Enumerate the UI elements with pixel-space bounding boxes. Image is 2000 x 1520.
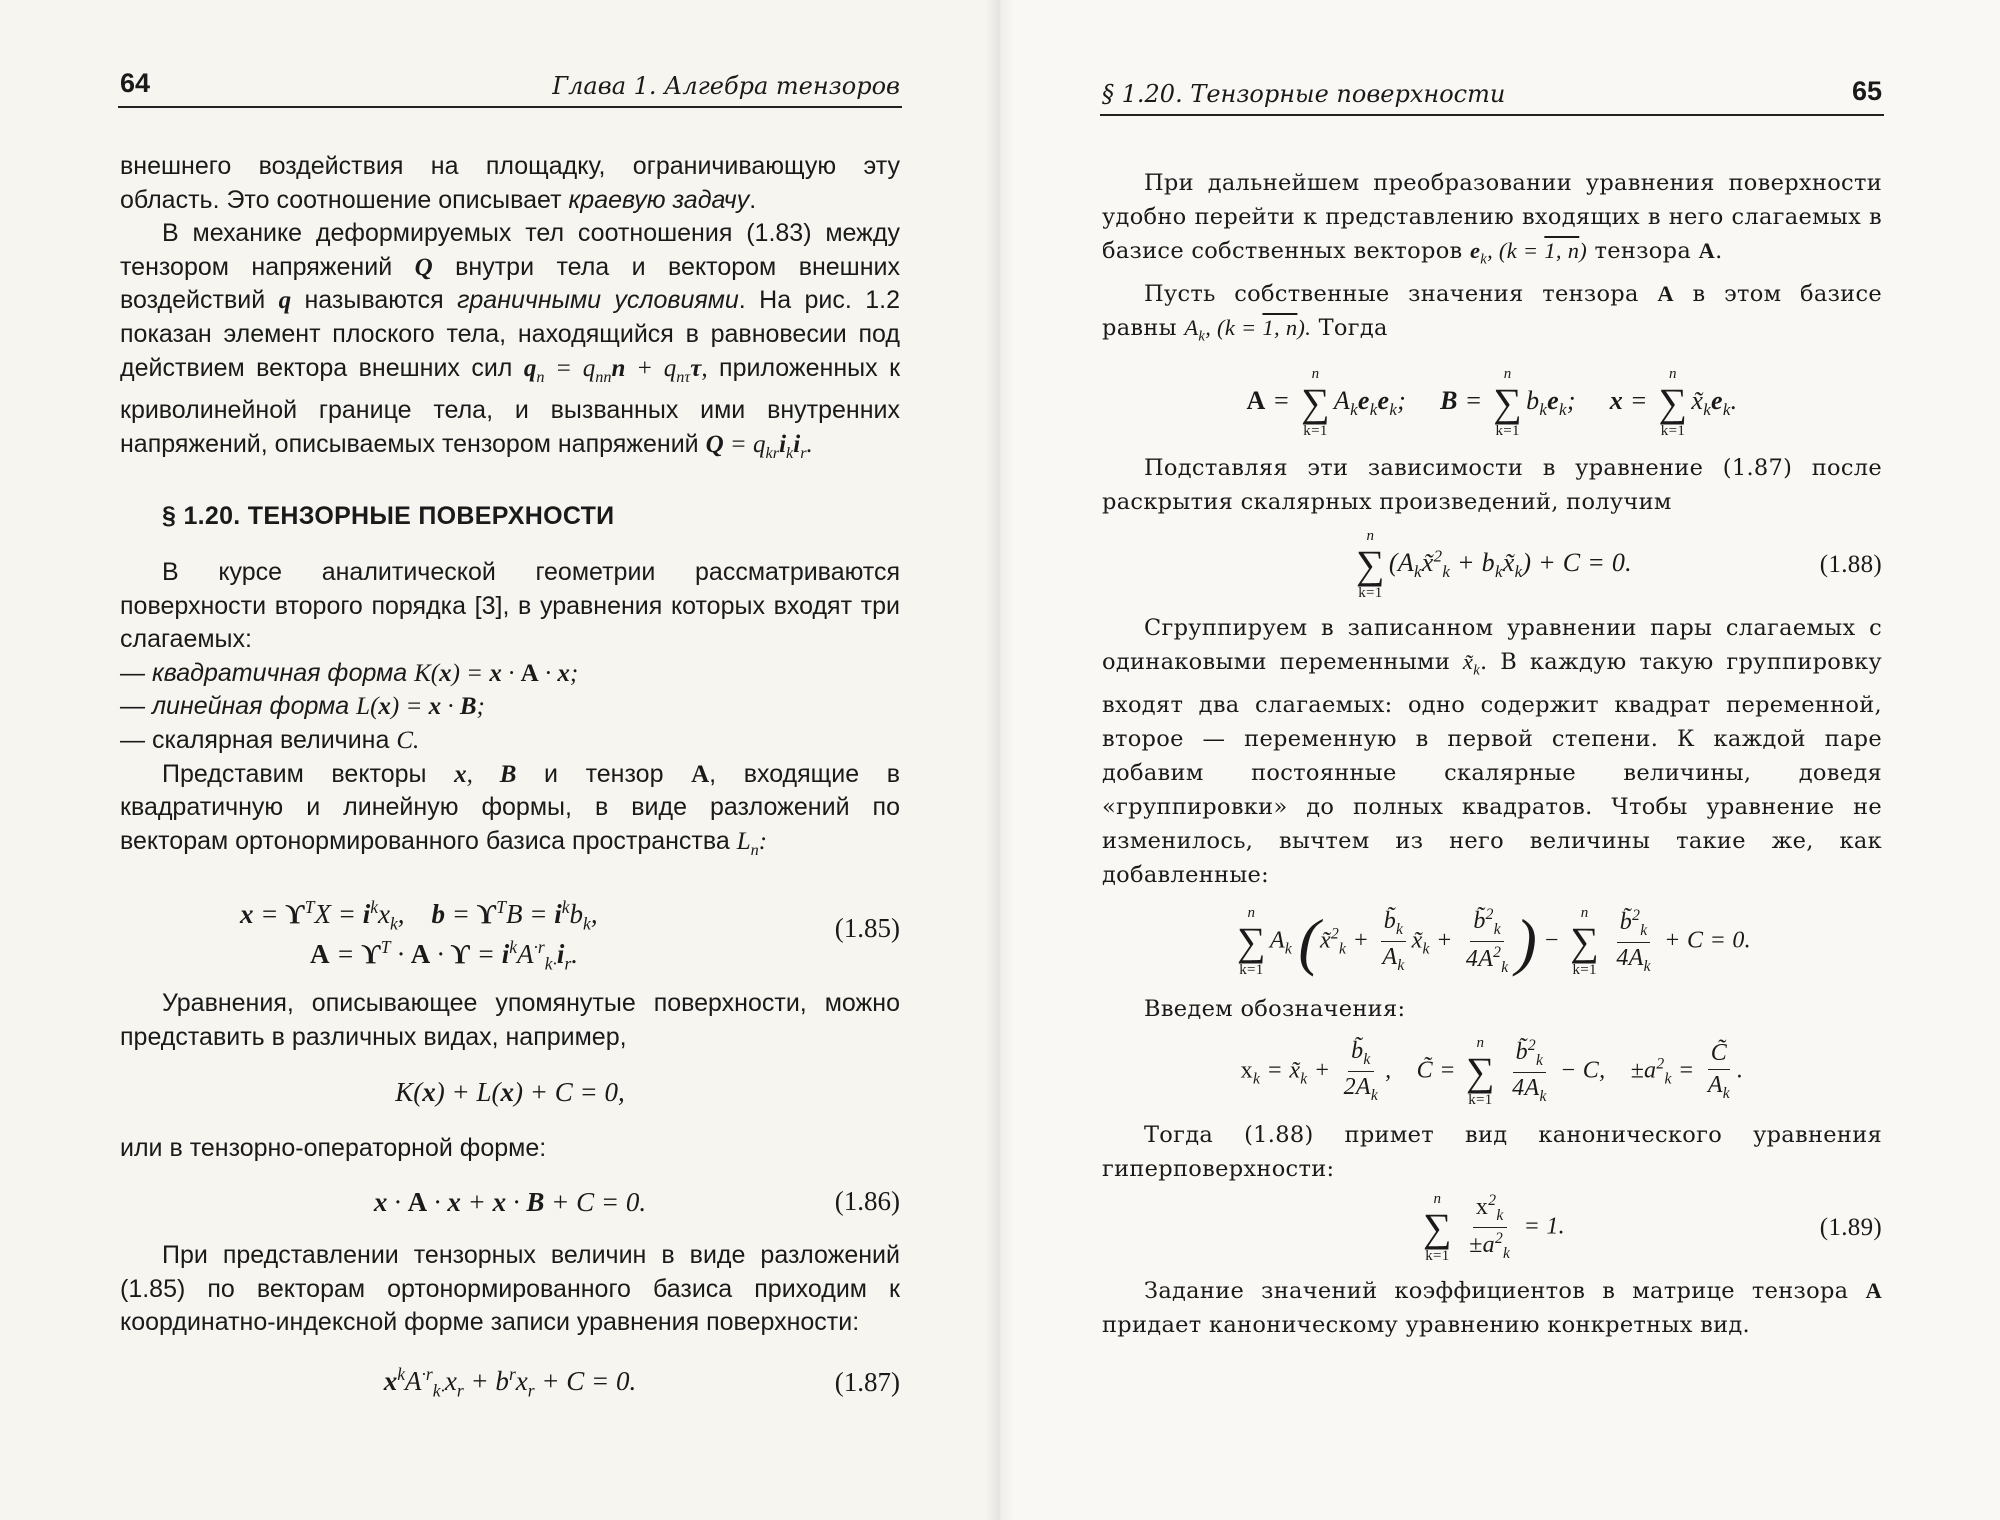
- text: и тензор: [516, 759, 692, 788]
- equation-completed-squares: n ∑ k=1 $A_k$ (x̃$^2_k$ + $\frac{b̃_k}{A_k}$ $x̃_k$ + $\frac{b̃^2_k}{4A^2_k}$ ) − n ∑ k=1 $\frac{b̃^2_k}{4A_k}$ + C = 0.: [1237, 904, 1751, 978]
- math-symbol: A: [691, 760, 710, 788]
- inline-formula: $A_k$, (k = 1, n).: [1184, 314, 1312, 344]
- page-number: 65: [1851, 76, 1882, 106]
- running-head: § 1.20. Тензорные поверхности: [1102, 80, 1506, 108]
- formula-line: $A = ϒ^T \cdot A \cdot ϒ = i^kA^{\cdot r}_{k\cdot}i_r$.: [310, 937, 579, 974]
- paragraph: В курсе аналитической геометрии рассматриваются поверхности второго порядка [3], в уравнения которых входят три слагаемых:: [120, 557, 900, 654]
- text: В механике деформируемых тел соотношения (1.83) между тензором напряжений: [120, 219, 900, 281]
- equation-1-89: n ∑ k=1 $\frac{x^2_k}{\pm a^2_k}$ = 1. (1.89): [1423, 1190, 1882, 1264]
- inline-formula: $L_n$:: [736, 827, 768, 859]
- text: внутри тела и вектором внешних воздействий: [120, 252, 901, 315]
- fraction: $\frac{C̃}{A_k}$: [1707, 1039, 1731, 1103]
- text: . В каждую такую группировку входят два слагаемых: одно содержит квадрат переменной, второе — переменную в первой степени. К каждой паре добавим постоянные скалярные величины, доведя «группировки» до полных квадратов. Чтобы уравнение не изменилось, вычтем из него величины такие же, как добавленные:: [1102, 649, 1882, 888]
- paragraph: При дальнейшем преобразовании уравнения поверхности удобно перейти к представлению входящих в него слагаемых в базисе собственных векторов $e_k$, (k = 1, n) тензора A.: [1102, 170, 1882, 268]
- paragraph: Введем обозначения:: [1144, 995, 1406, 1022]
- running-head: Глава 1. Алгебра тензоров: [552, 72, 900, 100]
- text: Представим векторы: [162, 759, 455, 788]
- italic-term: граничными условиями: [457, 286, 739, 315]
- equation-1-86: x · A · x + x · B + C = 0. (1.86): [120, 1186, 900, 1220]
- right-header: [1100, 72, 1884, 116]
- inline-formula: $x̃_k$: [1462, 649, 1481, 679]
- sum-symbol: n ∑ k=1: [1570, 904, 1600, 978]
- math-symbol: A: [1698, 238, 1716, 263]
- equation-number: (1.85): [834, 913, 900, 944]
- equation-number: (1.89): [1819, 1213, 1882, 1241]
- text: Тогда: [1311, 314, 1388, 341]
- paragraph: [1102, 277, 1882, 354]
- list-item: [120, 657, 900, 691]
- equation-number: (1.87): [834, 1367, 900, 1398]
- inline-formula: K(x) = x · A · x;: [414, 659, 579, 687]
- fraction: $\frac{b̃^2_k}{4A^2_k}$: [1465, 906, 1509, 976]
- sum-symbol: n ∑ k=1: [1301, 366, 1330, 439]
- page-number: 64: [120, 68, 151, 98]
- equation-number: (1.86): [834, 1186, 900, 1217]
- fraction: $\frac{b̃^2_k}{4A_k}$: [1512, 1037, 1547, 1105]
- text: в этом базисе равны: [1102, 280, 1882, 341]
- equation-1-87: $x^kA^{\cdot r}_{k\cdot}x_r + b^rx_r + C = 0$. (1.87): [383, 1364, 900, 1401]
- text: Пусть собственные значения тензора: [1144, 280, 1658, 307]
- left-text-column: [120, 150, 900, 1426]
- text: внешнего воздействия на площадку, ограничивающую эту область. Это соотношение описывает: [120, 152, 900, 214]
- text: — скалярная величина: [120, 725, 390, 754]
- text: тензора: [1587, 238, 1699, 264]
- equation-notation: $x_k$ = $x̃_k$ + $\frac{b̃_k}{2A_k}$ , C̃ = n ∑ k=1 $\frac{b̃^2_k}{4A_k}$ − C, $\pm a^2_k$ = $\frac{C̃}{A_k}$ .: [1240, 1034, 1744, 1108]
- paragraph: Уравнения, описывающее упомянутые поверхности, можно представить в различных видах, например,: [120, 989, 900, 1051]
- text: Сгруппируем в записанном уравнении пары слагаемых с одинаковыми переменными: [1102, 615, 1882, 675]
- math-symbol: A: [1865, 1277, 1882, 1303]
- inline-formula: L(x) = x · B;: [356, 693, 485, 721]
- section-title: § 1.20. ТЕНЗОРНЫЕ ПОВЕРХНОСТИ: [162, 502, 615, 531]
- paragraph: Тогда (1.88) примет вид канонического уравнения гиперповерхности:: [1102, 1121, 1882, 1182]
- text: При дальнейшем преобразовании уравнения поверхности удобно перейти к представлению входящих в него слагаемых в базисе собственных векторов: [1102, 170, 1882, 264]
- text: приложенных к криволинейной границе тела, и вызванных ими внутренних напряжений, описываемых тензором напряжений: [120, 353, 901, 458]
- paragraph: [120, 758, 900, 868]
- list-item: [120, 724, 900, 758]
- text: называются: [291, 286, 458, 315]
- list-item: [120, 690, 900, 724]
- text: , входящие в квадратичную и линейную формы, в виде разложений по векторам ортонормированного базиса пространства: [120, 759, 900, 855]
- sum-symbol: n ∑ k=1: [1237, 904, 1266, 978]
- book-gutter: [985, 0, 1015, 1520]
- paragraph: [1102, 611, 1882, 892]
- text: — линейная форма: [120, 692, 350, 721]
- text: — квадратичная форма: [120, 658, 408, 687]
- sum-symbol: n ∑ k=1: [1493, 366, 1523, 439]
- left-header: [118, 64, 902, 108]
- fraction: $\frac{x^2_k}{\pm a^2_k}$: [1469, 1192, 1511, 1262]
- paragraph: [1102, 1274, 1882, 1342]
- sum-symbol: n ∑ k=1: [1466, 1034, 1495, 1108]
- fraction: $\frac{b̃_k}{2A_k}$: [1343, 1038, 1379, 1104]
- inline-formula: x, B: [454, 760, 517, 788]
- sum-symbol: n ∑ k=1: [1658, 366, 1688, 439]
- equation-decomposition: A = n ∑ k=1 $A_ke_ke_k$; B = n ∑ k=1 $b_ke_k$; x = n ∑ k=1 $x̃_ke_k$.: [1246, 366, 1738, 439]
- equation-number: (1.88): [1819, 551, 1882, 578]
- inline-formula: $Q = q_{kr}i_ki_r$.: [705, 430, 813, 462]
- math-symbol: Q: [414, 253, 433, 281]
- paragraph: внешнего воздействия на площадку, ограничивающую эту область. Это соотношение описывает краевую задачу.: [120, 152, 900, 214]
- math-symbol: A: [1657, 280, 1674, 306]
- math-symbol: q: [278, 287, 292, 315]
- formula-line: $x = ϒ^TX = i^kx_k$, $b = ϒ^TB = i^kb_k$,: [240, 897, 598, 934]
- fraction: $\frac{b̃^2_k}{4A_k}$: [1616, 907, 1651, 975]
- inline-formula: $e_k$, (k = 1, n): [1469, 238, 1588, 268]
- inline-formula: $q_n = q_{nn}n + q_{n\tau}\tau$,: [523, 354, 708, 386]
- italic-term: краевую задачу: [568, 185, 750, 214]
- fraction: $\frac{b̃_k}{A_k}$: [1382, 908, 1405, 974]
- paragraph: Подставляя эти зависимости в уравнение (1.87) после раскрытия скалярных произведений, получим: [1102, 455, 1882, 515]
- inline-formula: C.: [396, 726, 420, 754]
- paragraph: или в тензорно-операторной форме:: [120, 1134, 547, 1163]
- equation-unnumbered: K(x) + L(x) + C = 0,: [395, 1077, 625, 1108]
- text: Задание значений коэффициентов в матрице тензора: [1144, 1277, 1866, 1304]
- equation-1-88: n ∑ k=1 ($A_kx̃^2_k$ + $b_kx̃_k) + C = 0$. (1.88): [1356, 528, 1882, 601]
- sum-symbol: n ∑ k=1: [1356, 528, 1385, 601]
- text: . На рис. 1.2 показан элемент плоского тела, находящийся в равновесии под действием вектора внешних сил: [120, 286, 900, 382]
- equation-1-85: [120, 889, 900, 974]
- text: придает каноническому уравнению конкретных вид.: [1102, 1311, 1750, 1338]
- paragraph: [120, 217, 900, 470]
- right-text-column: [1102, 166, 1882, 1342]
- sum-symbol: n ∑ k=1: [1423, 1190, 1452, 1264]
- paragraph: При представлении тензорных величин в виде разложений (1.85) по векторам ортонормированного базиса приходим к координатно-индексной форме записи уравнения поверхности:: [120, 1241, 900, 1337]
